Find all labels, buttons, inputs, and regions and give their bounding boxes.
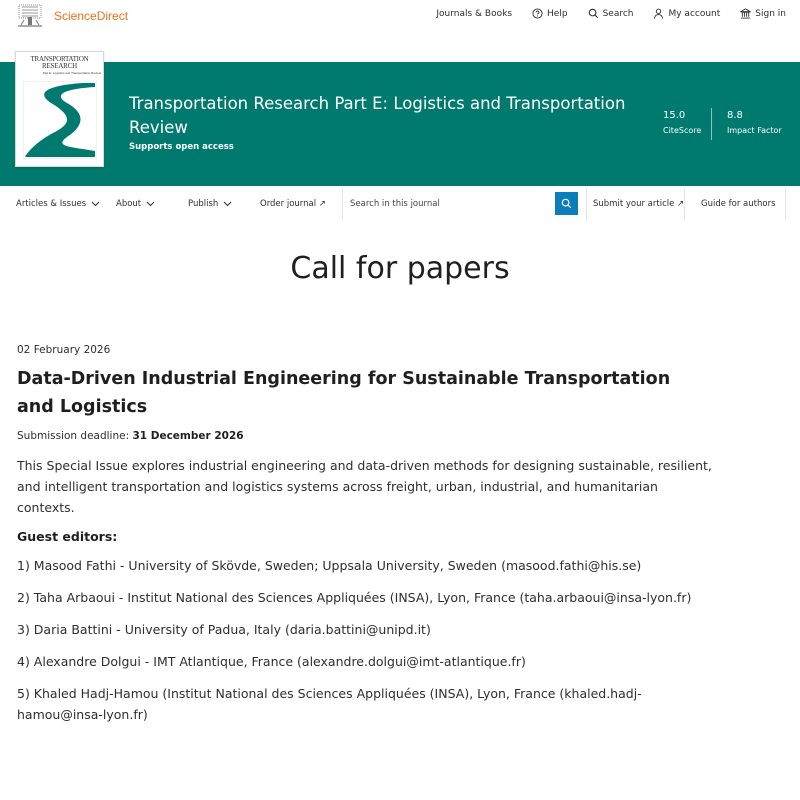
subnav-label: Guide for authors: [701, 199, 776, 209]
nav-label: My account: [668, 8, 721, 19]
top-nav: [416, 8, 786, 19]
subnav-label: Order journal ↗: [260, 199, 326, 209]
nav-label: Journals & Books: [436, 8, 513, 19]
call-for-papers-entry: [17, 344, 747, 725]
impact-factor-label: Impact Factor: [727, 126, 782, 135]
divider: [785, 188, 786, 220]
special-issue-description: This Special Issue explores industrial engineering and data-driven methods for designing sustainable, resilient, and intelligent transportation and logistics systems across freight, urban, industrial, and humanitarian contexts.: [17, 458, 712, 515]
nav-my-account[interactable]: [653, 8, 720, 19]
nav-sign-in[interactable]: [740, 8, 786, 19]
journal-search-button[interactable]: [555, 192, 578, 215]
guest-editor-item: 2) Taha Arbaoui - Institut National des Sciences Appliquées (INSA), Lyon, France (taha.arbaoui@insa-lyon.fr): [17, 590, 692, 605]
sciencedirect-logo[interactable]: [16, 4, 128, 28]
guest-editor-item: 1) Masood Fathi - University of Skövde, Sweden; Uppsala University, Sweden (masood.fathi@his.se): [17, 558, 642, 573]
divider: [342, 188, 343, 220]
nav-label: Search: [602, 8, 634, 19]
nav-label: Help: [547, 8, 568, 19]
guest-editors-list: [17, 555, 747, 725]
submit-article-link[interactable]: [593, 199, 684, 209]
citescore-metric[interactable]: [663, 110, 701, 135]
open-access-label: Supports open access: [129, 142, 234, 152]
page-title: Call for papers: [290, 251, 510, 286]
guest-editor-item: 5) Khaled Hadj-Hamou (Institut National des Sciences Appliquées (INSA), Lyon, France (khaled.hadj-hamou@insa-lyon.fr): [17, 686, 642, 722]
journal-search-input[interactable]: [350, 195, 550, 213]
metric-divider: [711, 108, 712, 140]
subnav-label: Submit your article ↗: [593, 199, 685, 209]
search-icon: [561, 198, 572, 209]
journal-subnav: [0, 186, 800, 222]
divider: [586, 188, 587, 220]
impact-factor-metric[interactable]: [727, 110, 782, 135]
journal-cover-image[interactable]: [15, 51, 104, 167]
journal-title[interactable]: Transportation Research Part E: Logistics and Transportation Review: [129, 94, 626, 137]
subnav-about[interactable]: [116, 199, 155, 209]
nav-label: Sign in: [755, 8, 786, 19]
institution-icon: [740, 8, 751, 19]
nav-journals-books[interactable]: [436, 9, 512, 19]
top-bar: [0, 0, 800, 62]
guest-editor-item: 4) Alexandre Dolgui - IMT Atlantique, France (alexandre.dolgui@imt-atlantique.fr): [17, 654, 526, 669]
help-circle-icon: [532, 8, 543, 19]
citescore-label: CiteScore: [663, 126, 702, 135]
chevron-down-icon: [91, 201, 100, 207]
nav-help[interactable]: [532, 8, 568, 19]
cover-road-graphic: [23, 81, 97, 159]
elsevier-tree-icon: [16, 4, 44, 28]
publication-date: 02 February 2026: [17, 344, 111, 356]
logo-text: ScienceDirect: [54, 9, 129, 23]
subnav-label: About: [116, 199, 142, 209]
subnav-label: Publish: [188, 199, 219, 209]
guest-editor-item: 3) Daria Battini - University of Padua, Italy (daria.battini@unipd.it): [17, 622, 431, 637]
chevron-down-icon: [146, 201, 155, 207]
subnav-articles-issues[interactable]: [16, 199, 100, 209]
divider: [684, 188, 685, 220]
submission-deadline: [17, 430, 747, 442]
subnav-label: Articles & Issues: [16, 199, 87, 209]
cover-subtitle: Part E: Logistics and Transportation Review: [42, 71, 101, 75]
search-icon: [588, 8, 599, 19]
cover-title: TRANSPORTATION RESEARCH: [30, 55, 89, 70]
nav-search[interactable]: [588, 8, 634, 19]
user-icon: [653, 8, 664, 19]
subnav-publish[interactable]: [188, 199, 232, 209]
special-issue-title[interactable]: Data-Driven Industrial Engineering for Sustainable Transportation and Logistics: [17, 369, 671, 417]
deadline-label: Submission deadline:: [17, 430, 133, 442]
chevron-down-icon: [223, 201, 232, 207]
citescore-value: 15.0: [663, 110, 686, 121]
guest-editors-heading: Guest editors:: [17, 529, 118, 544]
impact-factor-value: 8.8: [727, 110, 743, 121]
deadline-value: 31 December 2026: [132, 430, 244, 442]
subnav-order-journal[interactable]: [260, 199, 326, 209]
guide-for-authors-link[interactable]: [701, 199, 776, 209]
